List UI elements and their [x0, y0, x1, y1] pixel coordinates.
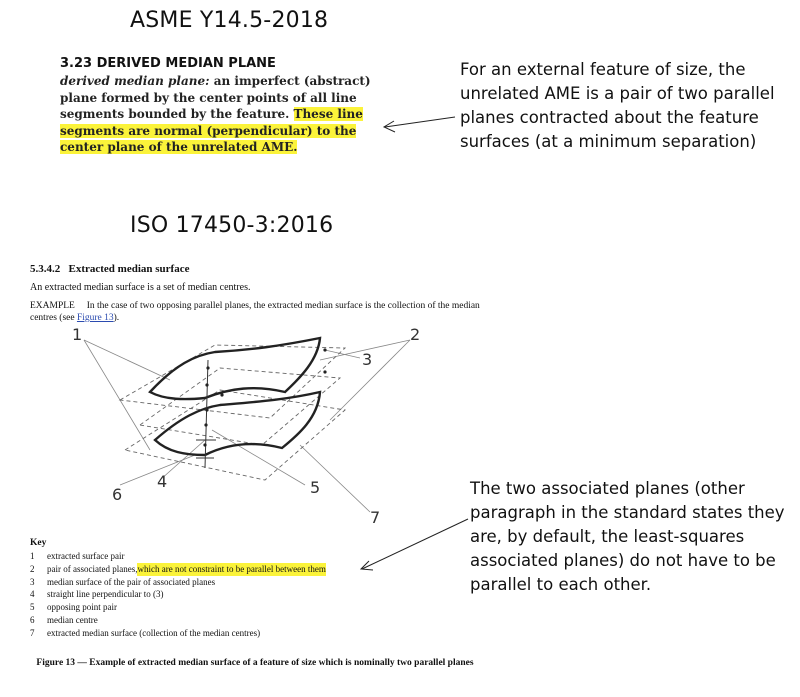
- iso-section-title: Extracted median surface: [68, 263, 190, 275]
- figure-label-4: 4: [157, 472, 168, 491]
- figure-label-5: 5: [310, 478, 321, 497]
- asme-section-heading: 3.23 DERIVED MEDIAN PLANE: [60, 56, 276, 71]
- extracted-surfaces: [150, 338, 320, 455]
- key-item: 7 extracted median surface (collection of the median centres): [30, 627, 261, 638]
- iso-example-text: In the case of two opposing parallel planes, the extracted median surface is the collection of the median centres (see: [30, 301, 480, 323]
- asme-term: derived median plane:: [60, 74, 210, 88]
- key-item: 6 median centre: [30, 614, 98, 625]
- iso-example-label: EXAMPLE: [30, 301, 75, 311]
- key-item: 5 opposing point pair: [30, 602, 117, 613]
- iso-section-number: 5.3.4.2: [30, 263, 61, 275]
- figure-13-link[interactable]: Figure 13: [76, 313, 114, 323]
- key-highlight: which are not constraint to be parallel between them: [137, 563, 326, 574]
- asme-definition-text: an imperfect (abstract) plane formed by the center points of all line segments bounded by the feature.: [60, 74, 371, 121]
- key-item: 2 pair of associated planes, which are not constraint to be parallel between them: [30, 563, 326, 574]
- key-title: Key: [30, 538, 47, 548]
- callout-associated-planes: The two associated planes (other paragraph in the standard states they are, by default, the least-squares associated planes) do not have to be parallel to each other.: [470, 479, 785, 594]
- key-item: 4 straight line perpendicular to (3): [30, 589, 164, 600]
- associated-planes: [120, 345, 345, 480]
- iso-example-end: ).: [113, 313, 120, 323]
- figure-caption: Figure 13 — Example of extracted median surface of a feature of size which is nominally two parallel planes: [36, 658, 474, 668]
- key-list: [30, 550, 326, 640]
- figure-label-2: 2: [410, 325, 421, 344]
- figure-label-1: 1: [72, 325, 83, 344]
- iso-standard-title: ISO 17450-3:2016: [130, 213, 334, 238]
- asme-highlighted-text: These line segments are normal (perpendicular) to the center plane of the unrelated AME.: [60, 107, 363, 154]
- arrow-bottom-head: [361, 561, 373, 570]
- figure-label-3: 3: [362, 350, 373, 369]
- asme-standard-title: ASME Y14.5-2018: [130, 8, 329, 33]
- key-item: 3 median surface of the pair of associated planes: [30, 576, 216, 587]
- figure-label-6: 6: [112, 485, 123, 504]
- arrow-top-line: [385, 117, 455, 127]
- callout-unrelated-ame: For an external feature of size, the unrelated AME is a pair of two parallel planes contracted about the feature surfaces (at a minimum separation): [460, 60, 775, 151]
- figure-label-7: 7: [370, 508, 381, 527]
- iso-definition: An extracted median surface is a set of median centres.: [30, 282, 251, 293]
- key-item: 1 extracted surface pair: [30, 551, 125, 561]
